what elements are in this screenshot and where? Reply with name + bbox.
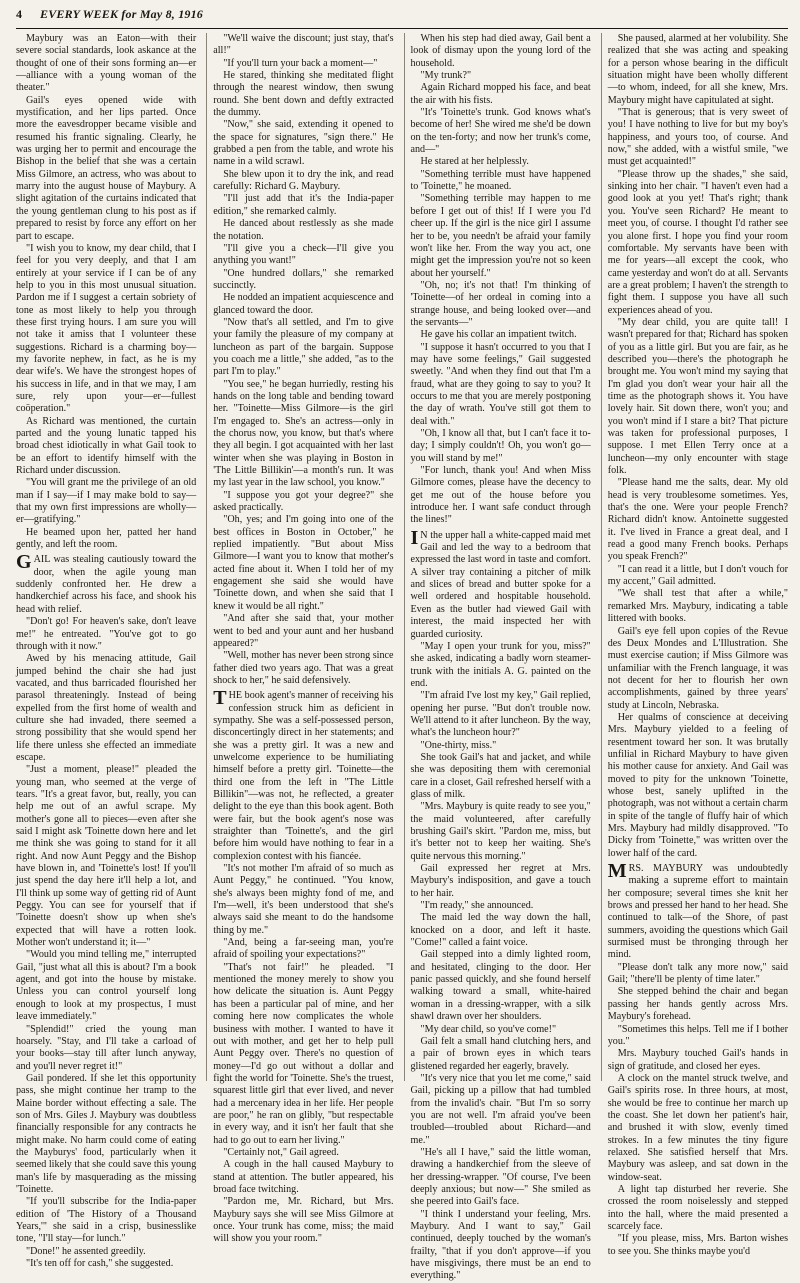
paragraph: "That is generous; that is very sweet of you! I have nothing to live for but my boy's happiness, and yours too, of course. And now," she added, with a wistful smile, "we must get acquainted!": [607, 107, 788, 168]
paragraph: "It's very nice that you let me come," said Gail, picking up a pillow that had tumbled from the invalid's chair. "But I'm so sorry you are not well. I'm afraid you've been troubled—troubled about Richard—and me.": [410, 1072, 591, 1146]
paragraph: "It's ten off for cash," she suggested.: [26, 1258, 174, 1270]
paragraph: The maid led the way down the hall, knocked on a door, and left it haste. "Come!" called a faint voice.: [410, 912, 591, 949]
paragraph: Gail stepped into a dimly lighted room, and hesitated, clinging to the door. Her panic passed quickly, and she found herself walking toward a small, white-haired woman in a dressing-wrapper, with a silk shawl drawn over her shoulders.: [410, 949, 591, 1023]
paragraph: "I'll just add that it's the India-paper edition," she remarked calmly.: [213, 193, 394, 217]
column-1: [16, 33, 197, 1270]
paragraph: "You will grant me the privilege of an old man if I say—if I may make bold to say—that my own first impressions are wholly—er—gratifying.": [16, 477, 197, 526]
paragraph: "Just a moment, please!" pleaded the young man, who seemed at the verge of tears. "It's a great favor, but, really, you can help me out of an awful scrape. My mother's gone all to pieces—even after she said I might ask 'Toinette down here and let me think she was going to stand for it all right. And now Aunt Peggy and the Bishop have blown in, and 'Toinette's lost! If you'll just spend the day here it'll help a lot, and I'll think up some way of getting rid of Aunt Peggy. You can see for yourself that if 'Toinette doesn't show up when she's expected that will have a rotten look. Mother won't understand it; it—": [16, 764, 197, 949]
paragraph: He stared at her helplessly.: [420, 156, 529, 168]
paragraph: "For lunch, thank you! And when Miss Gilmore comes, please have the decency to get me out of the house before you introduce her. I want safe conduct through the lines!": [410, 465, 591, 526]
paragraph: THE book agent's manner of receiving his confession struck him as deficient in sympathy. She was a self-possessed person, disconcertingly direct in her statements; and she was a pretty girl. It was a new and unwelcome experience to be humiliating himself before a pretty girl. 'Toinette—the third one from the left in "The Little Billikin"—was not, he reflected, a greater delight to the eye than this book agent. Both were fair, but the book agent's nose was straighter than 'Toinette's, and the girl before him would have nothing to fear in a complexion contest with his fiancée.: [213, 687, 394, 862]
paragraph: "Something terrible may happen to me before I get out of this! If I were you I'd cheer up. If the girl is the nice girl I assume her to be, you needn't be afraid your family won't like her. From the way you act, one might get the impression you're not so keen about her yourself.": [410, 193, 591, 279]
paragraph: "And, being a far-seeing man, you're afraid of spoiling your expectations?": [213, 937, 394, 961]
text-columns: [12, 29, 792, 1282]
paragraph: "Sometimes this helps. Tell me if I bother you.": [607, 1023, 788, 1047]
paragraph: "My dear child, you are quite tall! I wasn't prepared for that; Richard has spoken of you as a little girl. But you are fair, as he described you—there's the photograph he brought me. You won't mind my saying that I'm glad you don't wear your hair all the time as the photograph shows it. You have lovely hair. Sit down there, won't you; and you won't mind if I stare a bit? That picture was taken for professional purposes, I suppose. I met Ellen Terry once at a luncheon—my only encounter with stage folk.: [607, 316, 788, 477]
paragraph: She blew upon it to dry the ink, and read carefully: Richard G. Maybury.: [213, 168, 394, 193]
paragraph: Gail's eyes opened wide with mystification, and her lips parted. Once more the eavesdropper became visible and resumed his frantic signaling. Clearly, he was urging her to permit and encourage the Bishop in the belief that she was a certain Miss Gilmore, an actress, who was about to marry into the august house of Maybury. A slight agitation of the curtains indicated that the young gentleman clung to his post as if prepared to resist by force any effort on her part to escape.: [16, 94, 197, 242]
paragraph: "Done!" he assented greedily.: [26, 1245, 146, 1257]
paragraph: "I suppose it hasn't occurred to you that I may have some feelings," Gail suggested sweetly. "And when they find out that I'm a fraud, what are they going to say to you? It occurs to me that you are merely postponing the day of wrath. You've still got them to deal with.": [410, 341, 591, 427]
paragraph: He stared, thinking she meditated flight through the nearest window, then swung round. She bent down and deftly extracted the dummy.: [213, 70, 394, 119]
paragraph: She stepped behind the chair and began passing her hands gently across Mrs. Maybury's forehead.: [607, 986, 788, 1023]
paragraph: When his step had died away, Gail bent a look of dismay upon the young lord of the household.: [410, 33, 591, 69]
paragraph: "It's not mother I'm afraid of so much as Aunt Peggy," he continued. "You know, she's always been mighty fond of me, and I'm—well, it's been understood that she's always said she meant to do the handsome thing by me.": [213, 863, 394, 936]
paragraph: "Oh, no; it's not that! I'm thinking of 'Toinette—of her ordeal in coming into a strange house, and being looked over—and the servants—": [410, 279, 591, 328]
paragraph: "Please don't talk any more now," said Gail; "there'll be plenty of time later.": [607, 961, 788, 986]
paragraph: A light tap disturbed her reverie. She crossed the room noiselessly and stepped into the hall, where the maid presented a scarcely face.: [607, 1183, 788, 1232]
paragraph: "Would you mind telling me," interrupted Gail, "just what all this is about? I'm a book agent, and got into the house by mistake. Unless you can control yourself long enough to look at my prospectus, I must leave immediately.": [16, 949, 197, 1023]
paragraph: "We shall test that after a while," remarked Mrs. Maybury, indicating a table littered with books.: [607, 588, 788, 625]
paragraph: "May I open your trunk for you, miss?" she asked, indicating a badly worn steamer-trunk with the initials A. G. painted on the end.: [410, 640, 591, 689]
paragraph: Again Richard mopped his face, and beat the air with his fists.: [410, 82, 591, 106]
paragraph: He nodded an impatient acquiescence and glanced toward the door.: [213, 292, 394, 316]
paragraph: "If you please, miss, Mrs. Barton wishes to see you. She thinks maybe you'd: [607, 1233, 788, 1257]
paragraph: "Don't go! For heaven's sake, don't leave me!" he entreated. "You've got to go through with it now.": [16, 616, 197, 652]
paragraph: Awed by his menacing attitude, Gail jumped behind the chair she had just vacated, and thus barricaded flourished her parasol threateningly. Instead of being expelled from the first home of wealth and culture she had invaded, there seemed a strong possibility that she would spend her life there unless she effected an immediate escape.: [16, 653, 197, 763]
paragraph: "It's 'Toinette's trunk. God knows what's become of her! She wired me she'd be down on the ten-forty; and now her trunk's come, and—": [410, 107, 591, 156]
paragraph: Gail felt a small hand clutching hers, and a pair of brown eyes in which tears glistened regarded her eagerly, bravely.: [410, 1035, 591, 1072]
paragraph: IN the upper hall a white-capped maid met Gail and led the way to a bedroom that expressed the last word in taste and comfort. A silver tray containing a pitcher of milk and slices of bread and butter spoke for a well ordered and hospitable household. Even as the butler had viewed Gail with interest, the maid inspected her with guarded curiosity.: [410, 526, 591, 640]
paragraph: "I'm afraid I've lost my key," Gail replied, opening her purse. "But don't trouble now. We'll attend to it after luncheon. By the way, what's the luncheon hour?": [410, 690, 591, 739]
paragraph: "Splendid!" cried the young man hoarsely. "Stay, and I'll take a carload of your books—stay till after lunch anyway, and you'll never regret it!": [16, 1023, 197, 1072]
paragraph: "Now that's all settled, and I'm to give your family the pleasure of my company at luncheon as part of the bargain. Suppose you coach me a little," she added, "as to the part I'm to play.": [213, 316, 394, 378]
paragraph: "Please hand me the salts, dear. My old head is very troublesome sometimes. Yes, that's the one. Were your people French? Richard didn't know. Antoinette suggested it. I've lived in France a great deal, and I read a good many French books. Perhaps you speak French?": [607, 477, 788, 563]
paragraph: "Oh, yes; and I'm going into one of the best offices in Boston in October," he replied impatiently. "But about Miss Gilmore—I want you to know that mother's acted fine about it. When I told her of my engagement she said she would have 'Toinette down, and when she said that I knew it would be all right.": [213, 514, 394, 612]
page-number: 4: [16, 6, 22, 21]
paragraph: Her qualms of conscience at deceiving Mrs. Maybury yielded to a feeling of resentment toward her son. It was brutally unfilial in Richard Maybury to have given his mother cause for anxiety. And Gail was moved to pity for the unknown 'Toinette, whose best, sanely uplifted in the photograph, was not without a certain charm in spite of the tangle of fluffy hair of which Mrs. Maybury had mildly disapproved. "To Dicky from 'Toinette," was written over the lower half of the card.: [607, 711, 788, 859]
paragraph: "I think I understand your feeling, Mrs. Maybury. And I want to say," Gail continued, deeply touched by the woman's frailty, "that if you don't approve—if you have misgivings, there must be an end to everything.": [410, 1208, 591, 1282]
paragraph: "You see," he began hurriedly, resting his hands on the long table and bending toward her. "Toinette—Miss Gilmore—is the girl I'm engaged to. She's an actress—only in the chorus now, you know, but that's where they all begin. I got acquainted with her last winter when she was playing in Boston in 'The Little Billikin'—a month's run. It was my last year in the law school, you know.": [213, 378, 394, 489]
paragraph: "If you'll subscribe for the India-paper edition of 'The History of a Thousand Years,'" she said in a crisp, businesslike tone, "I'll stay—for lunch.": [16, 1196, 197, 1245]
paragraph: She took Gail's hat and jacket, and while she was depositing them with ceremonial care in a closet, Gail refreshed herself with a glass of milk.: [410, 751, 591, 800]
paragraph: A cough in the hall caused Maybury to stand at attention. The butler appeared, his broad face twitching.: [213, 1159, 394, 1195]
paragraph: "Oh, I know all that, but I can't face it to-day; I simply couldn't! Oh, you won't go—you will stand by me!": [410, 428, 591, 464]
paragraph: He beamed upon her, patted her hand gently, and left the room.: [16, 526, 197, 551]
paragraph: "My dear child, so you've come!": [420, 1023, 557, 1035]
paragraph: "I'll give you a check—I'll give you anything you want!": [213, 242, 394, 267]
paragraph: "Something terrible must have happened to 'Toinette," he moaned.: [410, 168, 591, 193]
column-2: [206, 33, 394, 1245]
page-header: [16, 0, 788, 29]
paragraph: He gave his collar an impatient twitch.: [420, 329, 577, 341]
paragraph: "Now," she said, extending it opened to the space for signatures, "sign there." He grabbed a pen from the table, and wrote his name in a wild scrawl.: [213, 119, 394, 168]
paragraph: "I wish you to know, my dear child, that I feel for you very deeply, and that I am entirely at your service if I can be of any help to you in this most unusual situation. Pardon me if I suggest a certain sobriety of tone as most likely to help you through these first trying hours. I am sure you will not take it amiss that I volunteer these suggestions. Richard is a charming boy—my favorite nephew, in fact, as he is my dear wife's. We have the strongest hopes of his success in life, and in that we may, I am sure, rely upon your—er—fullest coöperation.": [16, 242, 197, 415]
column-4: [601, 33, 788, 1257]
paragraph: "I suppose you got your degree?" she asked practically.: [213, 489, 394, 514]
paragraph: "Please throw up the shades," she said, sinking into her chair. "I haven't even had a good look at you yet! That's right; thank you. You've seen Richard? He meant to meet you, of course. I thought I'd rather see you alone first. I hope you find your room comfortable. My servants have been with me for years—all except the cook, who came yesterday and won't do at all. Servants are a great problem; I haven't the strength to fight them. I suppose you have all such experiences ahead of you.: [607, 168, 788, 316]
running-title: EVERY WEEK for May 8, 1916: [40, 6, 204, 21]
paragraph: MRS. MAYBURY was undoubtedly making a supreme effort to maintain her composure; several times she knit her brows and pressed her hand to her head. She continued to talk—of the Shore, of past summers, avoiding the questions which Gail surmised must be thronging through her mind.: [607, 860, 788, 961]
paragraph: Maybury was an Eaton—with their severe social standards, look askance at the thought of one of their sons forming an—er—alliance with a young woman of the theater.": [16, 33, 197, 94]
paragraph: "Certainly not," Gail agreed.: [223, 1146, 339, 1158]
paragraph: "Mrs. Maybury is quite ready to see you," the maid volunteered, after carefully brushing Gail's skirt. "Pardon me, miss, but it's better not to keep her waiting. She's quite nervous this morning.": [410, 801, 591, 862]
paragraph: As Richard was mentioned, the curtain parted and the young lunatic tapped his broad chest idiotically in what Gail took to be an effort to identify himself with the Richard under discussion.: [16, 415, 197, 477]
paragraph: "I'm ready," she announced.: [420, 900, 534, 912]
paragraph: "I can read it a little, but I don't vouch for my accent," Gail admitted.: [607, 563, 788, 588]
paragraph: "Pardon me, Mr. Richard, but Mrs. Maybury says she will see Miss Gilmore at once. Your trunk has come, miss; the maid will show you your room.": [213, 1196, 394, 1245]
paragraph: "And after she said that, your mother went to bed and your aunt and her husband appeared?": [213, 613, 394, 649]
paragraph: She paused, alarmed at her volubility. She realized that she was acting and speaking for a person whose bearing in the difficult situation might have been wholly different—to whom, indeed, for all she knew, Mrs. Maybury might have capitulated at sight.: [607, 33, 788, 106]
paragraph: Gail expressed her regret at Mrs. Maybury's indisposition, and gave a touch to her hair.: [410, 863, 591, 899]
paragraph: "If you'll turn your back a moment—": [223, 57, 378, 69]
paragraph: "Well, mother has never been strong since father died two years ago. That was a great shock to her," he said defensively.: [213, 650, 394, 686]
paragraph: Gail pondered. If she let this opportunity pass, she might continue her tramp to the Maine border without effecting a sale. The son of Mrs. Giles J. Maybury was doubtless financially responsible for any contracts he might make. No harm could come of eating the Mayburys' food, particularly when it seemed likely that she could save this young man's life by masquerading as the missing 'Toinette.: [16, 1072, 197, 1195]
paragraph: "We'll waive the discount; just stay, that's all!": [213, 33, 394, 57]
paragraph: GAIL was stealing cautiously toward the door, when the agile young man suddenly confronted her. He drew a handkerchief across his face, and shook his head with relief.: [16, 551, 197, 615]
paragraph: A clock on the mantel struck twelve, and Gail's spirits rose. In three hours, at most, she would be free to continue her march up the coast. She let down her patient's hair, and brushed it with slow, evenly timed strokes. In a few minutes the tiny figure relaxed. She satisfied herself that Mrs. Maybury was asleep, and sat down in the window-seat.: [607, 1072, 788, 1183]
paragraph: "That's not fair!" he pleaded. "I mentioned the money merely to show you how delicate the situation is. Aunt Peggy has been a particular pal of mine, and her coming here now complicates the whole business with mother. I wanted to have it out with mother, and get her to help pull Aunt Peggy over. There's no question of money—I'd go out without a dollar and fight the world for 'Toinette. She's the truest, squarest little girl that ever lived, and never had a mercenary idea in her life. Her people are poor," he ran on glibly, "but respectable in every way, and it isn't her fault that she had to go out to earn her living.": [213, 961, 394, 1146]
paragraph: "My trunk?": [420, 70, 472, 82]
paragraph: "He's all I have," said the little woman, drawing a handkerchief from the sleeve of her dressing-wrapper. "Of course, I've been deeply anxious; but now—" She smiled as she peered into Gail's face.: [410, 1146, 591, 1208]
paragraph: "One hundred dollars," she remarked succinctly.: [213, 267, 394, 291]
paragraph: Gail's eye fell upon copies of the Revue des Deux Mondes and L'Illustration. She must exercise caution; if Miss Gilmore was unfamiliar with the French language, it was not decent for her to flourish her own accomplishments, gained by three years' study at Lincoln, Nebraska.: [607, 625, 788, 711]
paragraph: Mrs. Maybury touched Gail's hands in sign of gratitude, and closed her eyes.: [607, 1048, 788, 1072]
paragraph: He danced about restlessly as she made the notation.: [213, 218, 394, 242]
column-3: [404, 33, 591, 1282]
paragraph: "One-thirty, miss.": [420, 739, 497, 751]
